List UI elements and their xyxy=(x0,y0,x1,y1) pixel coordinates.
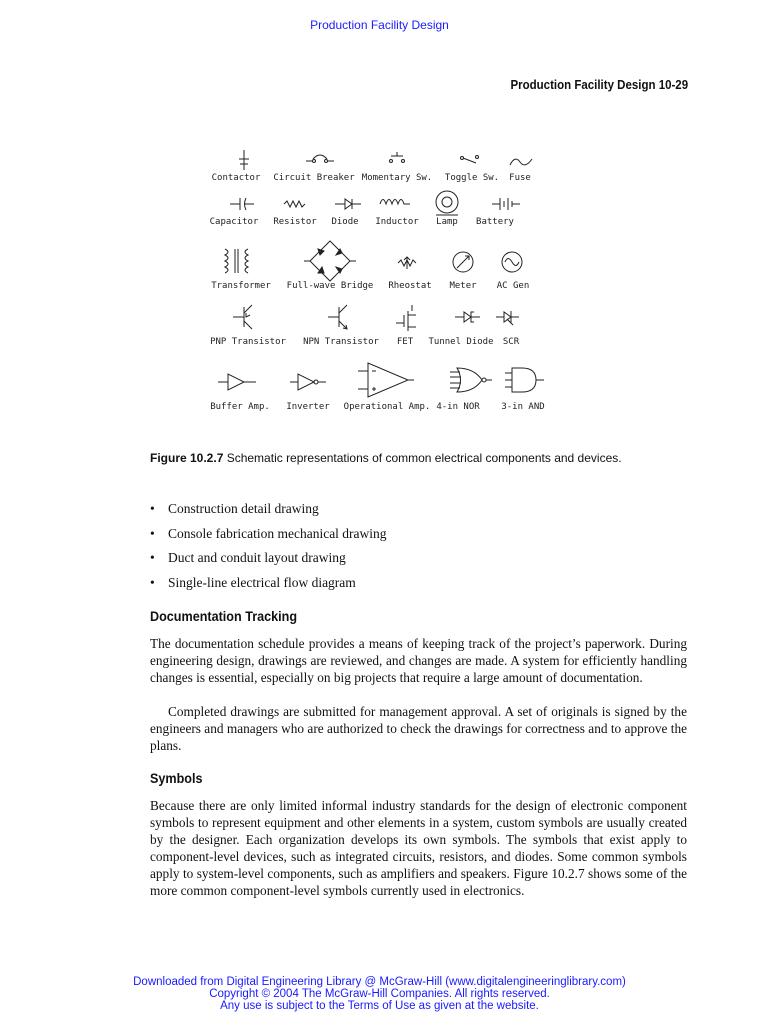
label-contactor: Contactor xyxy=(211,173,261,183)
label-battery: Battery xyxy=(476,217,514,227)
fet-symbol xyxy=(396,305,416,331)
label-circuit-breaker: Circuit Breaker xyxy=(273,173,355,183)
paragraph-tracking-1: The documentation schedule provides a means of keeping track of the project’s paperwork. During engineering design, drawings are reviewed, and changes are made. A system for efficiently handling changes is essential, especially on big projects that require a large amount of documentation. xyxy=(150,636,687,685)
section-heading-documentation-tracking: Documentation Tracking xyxy=(150,608,298,624)
label-transformer: Transformer xyxy=(211,281,271,291)
toggle-switch-symbol xyxy=(461,156,479,164)
figure-caption-label: Figure 10.2.7 xyxy=(150,451,224,465)
momentary-switch-symbol xyxy=(390,152,405,163)
label-fuse: Fuse xyxy=(509,173,531,183)
pnp-transistor-symbol xyxy=(233,305,252,329)
battery-symbol xyxy=(492,198,520,210)
label-capacitor: Capacitor xyxy=(209,217,259,227)
footer-notice xyxy=(0,976,759,1012)
footer-line-terms: Any use is subject to the Terms of Use as given at the website. xyxy=(220,1000,539,1012)
top-link[interactable]: Production Facility Design xyxy=(310,18,449,32)
diode-symbol xyxy=(335,199,361,209)
label-npn-transistor: NPN Transistor xyxy=(303,337,379,347)
footer-line-download[interactable]: Downloaded from Digital Engineering Library @ McGraw-Hill (www.digitalengineeringlibrary.com) xyxy=(133,976,626,988)
operational-amp-symbol xyxy=(358,363,414,397)
list-item: • Console fabrication mechanical drawing xyxy=(150,526,690,551)
paragraph-tracking-2: Completed drawings are submitted for management approval. A set of originals is signed by the engineers and managers who are authorized to check the drawings for correctness and to approve the plans. xyxy=(150,704,687,753)
resistor-symbol xyxy=(284,201,305,207)
full-wave-bridge-symbol xyxy=(304,241,356,281)
label-ac-generator: AC Gen xyxy=(496,281,530,291)
label-nor-gate: 4-in NOR xyxy=(436,402,480,412)
label-lamp: Lamp xyxy=(436,217,458,227)
label-momentary-switch: Momentary Sw. xyxy=(361,173,433,183)
list-item: • Duct and conduit layout drawing xyxy=(150,550,690,575)
label-full-wave-bridge: Full-wave Bridge xyxy=(286,281,374,291)
circuit-breaker-symbol xyxy=(306,155,334,163)
label-toggle-switch: Toggle Sw. xyxy=(444,173,500,183)
list-item: • Single-line electrical flow diagram xyxy=(150,575,690,600)
schematic-symbols-figure xyxy=(200,145,560,420)
rheostat-symbol xyxy=(398,257,416,269)
label-and-gate: 3-in AND xyxy=(501,402,545,412)
section-heading-symbols: Symbols xyxy=(150,770,203,786)
ac-generator-symbol xyxy=(502,252,522,272)
label-scr: SCR xyxy=(502,337,520,347)
label-diode: Diode xyxy=(331,217,359,227)
inverter-symbol xyxy=(290,374,326,390)
meter-symbol xyxy=(453,252,473,272)
label-pnp-transistor: PNP Transistor xyxy=(210,337,286,347)
and-gate-symbol xyxy=(505,368,544,392)
tunnel-diode-symbol xyxy=(455,312,480,322)
contactor-symbol xyxy=(239,150,249,170)
capacitor-symbol xyxy=(230,198,254,210)
npn-transistor-symbol xyxy=(328,305,347,329)
label-tunnel-diode: Tunnel Diode xyxy=(428,337,494,347)
paragraph-symbols: Because there are only limited informal industry standards for the design of electronic component symbols to represent equipment and other elements in a system, custom symbols are usually created by the designer. Each organization develops its own symbols. The symbols that exist apply to component-level devices, such as integrated circuits, resistors, and diodes. Some common symbols apply to system-level components, such as amplifiers and speakers. Figure 10.2.7 shows some of the more common component-level symbols currently used in electronics. xyxy=(150,798,687,898)
label-resistor: Resistor xyxy=(273,217,317,227)
inductor-symbol xyxy=(380,200,410,205)
scr-symbol xyxy=(496,311,519,325)
list-item: • Construction detail drawing xyxy=(150,501,690,526)
drawing-types-list xyxy=(150,501,690,599)
fuse-symbol xyxy=(510,159,532,165)
transformer-symbol xyxy=(225,249,248,273)
label-fet: FET xyxy=(396,337,414,347)
figure-caption xyxy=(150,451,710,465)
buffer-amp-symbol xyxy=(218,374,256,390)
nor-gate-symbol xyxy=(450,368,492,392)
label-meter: Meter xyxy=(449,281,477,291)
footer-line-copyright: Copyright © 2004 The McGraw-Hill Companies. All rights reserved. xyxy=(209,988,550,1000)
lamp-symbol xyxy=(436,191,458,215)
label-rheostat: Rheostat xyxy=(388,281,432,291)
label-inverter: Inverter xyxy=(286,402,330,412)
label-inductor: Inductor xyxy=(375,217,419,227)
running-head: Production Facility Design 10-29 xyxy=(510,78,688,92)
figure-caption-text: Schematic representations of common electrical components and devices. xyxy=(223,451,622,465)
label-buffer-amp: Buffer Amp. xyxy=(210,402,270,412)
label-operational-amp: Operational Amp. xyxy=(343,402,431,412)
